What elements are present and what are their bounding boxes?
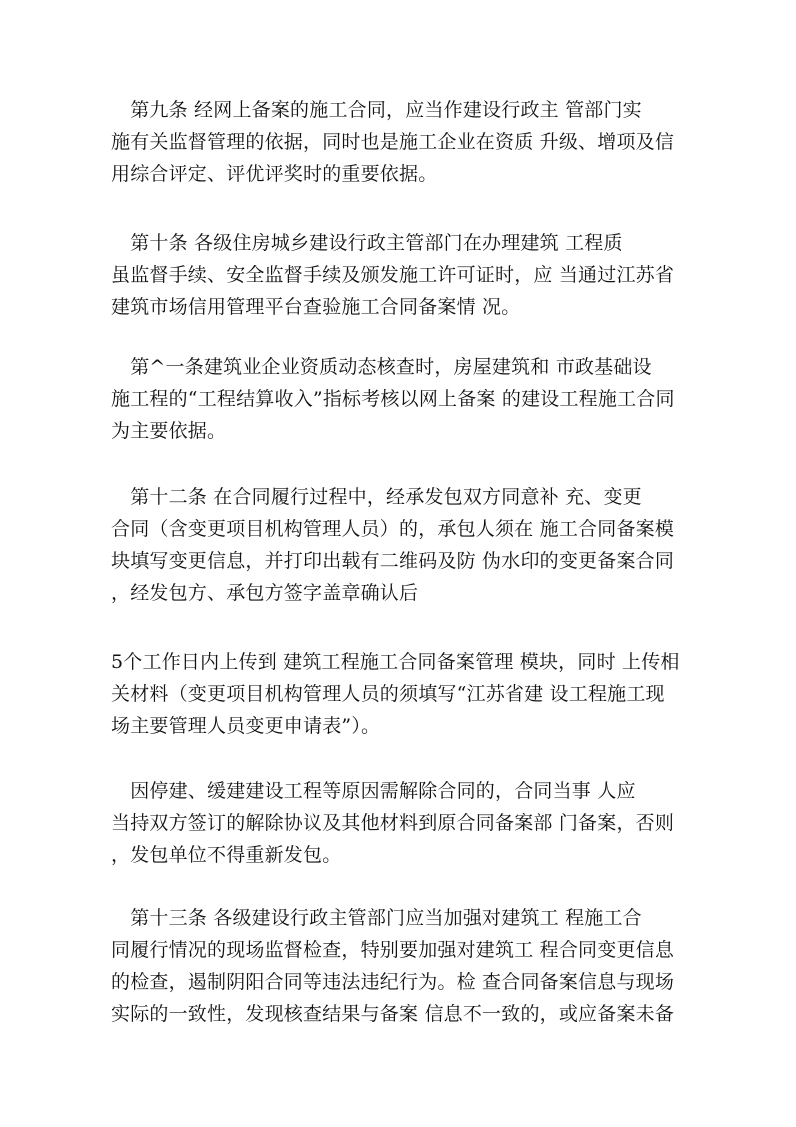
text-line: 实际的一致性，发现核查结果与备案 信息不一致的，或应备案未备	[111, 1003, 675, 1025]
text-line: 虽监督手续、安全监督手续及颁发施工许可证时，应 当通过江苏省	[111, 264, 675, 286]
text-line: 当持双方签订的解除协议及其他材料到原合同备案部 门备案，否则	[111, 812, 675, 834]
text-line: ，发包单位不得重新发包。	[111, 844, 342, 866]
paragraph-article-12	[111, 481, 673, 609]
paragraph-article-11	[111, 351, 673, 447]
text-line: 同履行情况的现场监督检查，特别要加强对建筑工 程合同变更信息	[111, 939, 675, 961]
text-line: 块填写变更信息，并打印出载有二维码及防 伪水印的变更备案合同	[111, 550, 675, 572]
text-line: 第^一条建筑业企业资质动态核查时，房屋建筑和 市政基础设	[111, 356, 652, 378]
text-line: 关材料（变更项目机构管理人员的须填写“江苏省建 设工程施工现	[111, 683, 665, 705]
text-line: 为主要依据。	[111, 420, 227, 442]
text-line: 第十二条 在合同履行过程中，经承发包双方同意补 充、变更	[111, 486, 642, 508]
text-line: 因停建、缓建建设工程等原因需解除合同的，合同当事 人应	[111, 780, 636, 802]
text-line: 5个工作日内上传到 建筑工程施工合同备案管理 模块，同时 上传相	[111, 651, 680, 673]
text-line: 施有关监督管理的依据，同时也是施工企业在资质 升级、增项及信	[111, 131, 675, 153]
text-line: 用综合评定、评优评奖时的重要依据。	[111, 163, 438, 185]
text-line: 建筑市场信用管理平台查验施工合同备案情 况。	[111, 296, 521, 318]
text-line: ，经发包方、承包方签字盖章确认后	[111, 582, 419, 604]
text-line: 第十条 各级住房城乡建设行政主管部门在办理建筑 工程质	[111, 232, 623, 254]
text-line: 第九条 经网上备案的施工合同，应当作建设行政主 管部门实	[111, 99, 642, 121]
paragraph-article-10	[111, 227, 673, 323]
text-line: 的检查，遏制阴阳合同等违法违纪行为。检 查合同备案信息与现场	[111, 971, 675, 993]
paragraph-article-12-continued	[111, 646, 680, 742]
text-line: 施工程的“工程结算收入”指标考核以网上备案 的建设工程施工合同	[111, 388, 675, 410]
paragraph-contract-termination	[111, 775, 673, 871]
paragraph-article-9	[111, 94, 673, 190]
text-line: 第十三条 各级建设行政主管部门应当加强对建筑工 程施工合	[111, 907, 642, 929]
text-line: 场主要管理人员变更申请表”）。	[111, 715, 381, 737]
paragraph-article-13	[111, 902, 673, 1030]
text-line: 合同（含变更项目机构管理人员）的，承包人须在 施工合同备案模	[111, 518, 675, 540]
